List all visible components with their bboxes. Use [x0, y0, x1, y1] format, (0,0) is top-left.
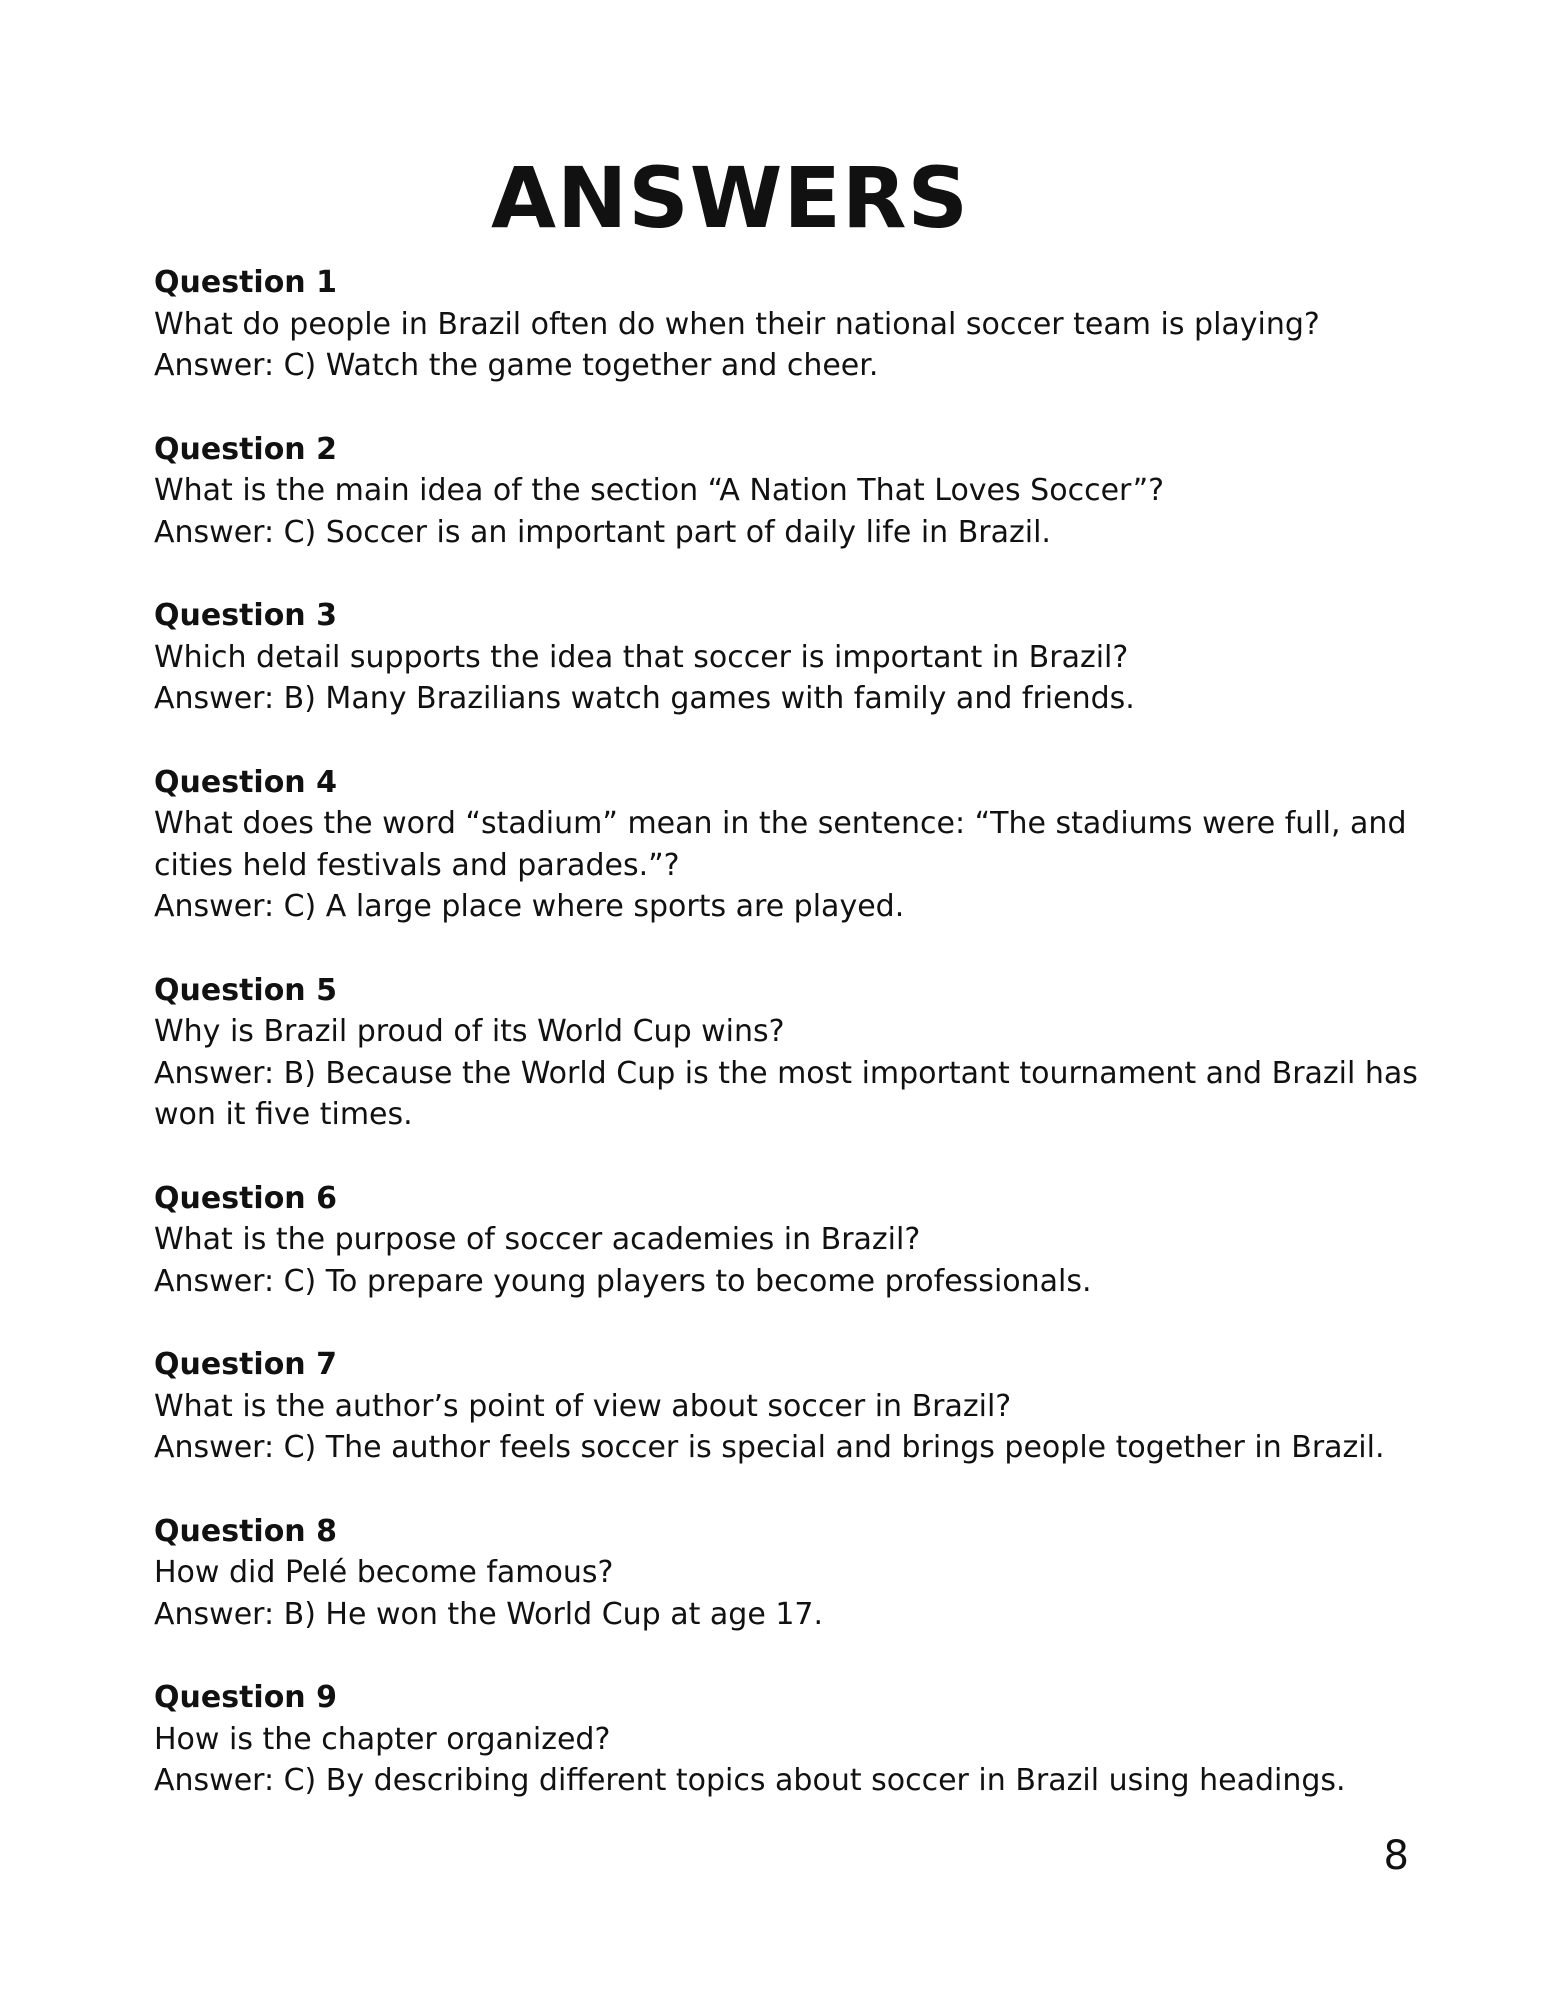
- answer-item-8: [154, 1511, 1454, 1636]
- question-heading: Question 5: [154, 972, 337, 1008]
- question-text: What is the main idea of the section “A Nation That Loves Soccer”?: [154, 473, 1165, 508]
- question-heading: Question 1: [154, 265, 337, 300]
- answer-text: Answer: C) To prepare young players to become professionals.: [154, 1263, 1092, 1299]
- question-text: What is the author’s point of view about soccer in Brazil?: [154, 1388, 1012, 1424]
- answer-text: Answer: B) Because the World Cup is the most important tournament and Brazil has won it five times.: [154, 1055, 1418, 1132]
- answer-text: Answer: C) Watch the game together and cheer.: [154, 348, 879, 383]
- question-text: What do people in Brazil often do when their national soccer team is playing?: [154, 306, 1320, 342]
- question-heading: Question 4: [154, 764, 337, 800]
- question-text: What is the purpose of soccer academies in Brazil?: [154, 1222, 921, 1257]
- answer-item-4: [154, 762, 1454, 928]
- answer-item-5: [154, 970, 1454, 1136]
- question-heading: Question 3: [154, 598, 337, 633]
- answer-text: Answer: B) He won the World Cup at age 17.: [154, 1596, 824, 1632]
- question-text: What does the word “stadium” mean in the sentence: “The stadiums were full, and cities held festivals and parades.”?: [154, 806, 1407, 883]
- question-text: Which detail supports the idea that soccer is important in Brazil?: [154, 639, 1129, 675]
- answer-item-1: [154, 262, 1454, 387]
- answer-text: Answer: C) By describing different topics about soccer in Brazil using headings.: [154, 1763, 1346, 1798]
- answer-text: Answer: C) The author feels soccer is special and brings people together in Brazil.: [154, 1430, 1385, 1465]
- question-text: How is the chapter organized?: [154, 1721, 611, 1757]
- question-heading: Question 2: [154, 431, 337, 467]
- answer-item-2: [154, 429, 1454, 554]
- answer-item-6: [154, 1178, 1454, 1303]
- question-heading: Question 9: [154, 1680, 337, 1715]
- answer-list: [154, 262, 1454, 1844]
- answer-item-9: [154, 1677, 1454, 1802]
- question-heading: Question 7: [154, 1347, 337, 1382]
- page-title: ANSWERS: [490, 149, 970, 247]
- answer-item-3: [154, 595, 1454, 720]
- answer-text: Answer: C) Soccer is an important part of daily life in Brazil.: [154, 514, 1051, 550]
- question-heading: Question 6: [154, 1180, 337, 1216]
- question-heading: Question 8: [154, 1513, 337, 1549]
- answer-text: Answer: B) Many Brazilians watch games with family and friends.: [154, 681, 1135, 716]
- question-text: How did Pelé become famous?: [154, 1555, 614, 1590]
- answer-item-7: [154, 1344, 1454, 1469]
- page-number: 8: [1383, 1833, 1409, 1879]
- answer-text: Answer: C) A large place where sports are played.: [154, 889, 905, 924]
- question-text: Why is Brazil proud of its World Cup wins?: [154, 1014, 785, 1049]
